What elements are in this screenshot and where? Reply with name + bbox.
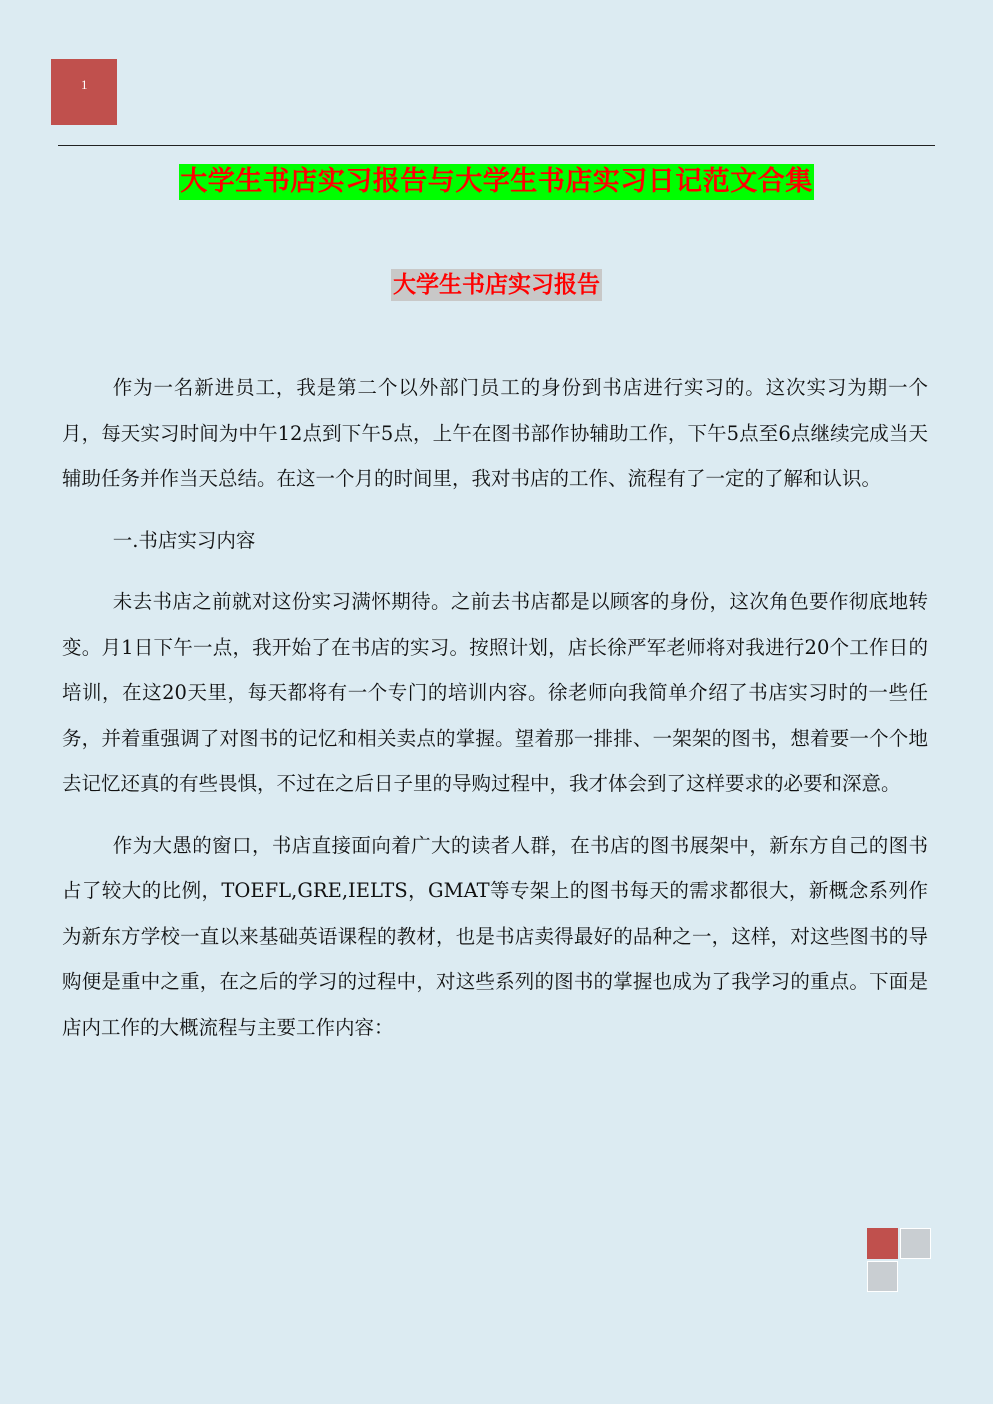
page-number-badge	[51, 59, 117, 125]
corner-square-gray	[867, 1261, 898, 1292]
subheading-internship-content: 一.书店实习内容	[112, 528, 256, 552]
paragraph-bookstore-window: 作为大愚的窗口，书店直接面向着广大的读者人群，在书店的图书展架中，新东方自己的图书占了较大的比例，TOEFL,GRE,IELTS，GMAT等专架上的图书每天的需求都很大，新概念系列作为新东方学校一直以来基础英语课程的教材，也是书店卖得最好的品种之一，这样，对这些图书的导购便是重中之重，在之后的学习的过程中，对这些系列的图书的掌握也成为了我学习的重点。下面是店内工作的大概流程与主要工作内容：	[62, 833, 928, 1039]
section-title-container	[0, 269, 993, 301]
document-title-container	[0, 164, 993, 200]
corner-decoration	[867, 1228, 933, 1294]
paragraph-intro: 作为一名新进员工，我是第二个以外部门员工的身份到书店进行实习的。这次实习为期一个月，每天实习时间为中午12点到下午5点，上午在图书部作协辅助工作，下午5点至6点继续完成当天辅助任务并作当天总结。在这一个月的时间里，我对书店的工作、流程有了一定的了解和认识。	[62, 376, 928, 490]
section-title: 大学生书店实习报告	[391, 269, 602, 301]
paragraph-expectation: 未去书店之前就对这份实习满怀期待。之前去书店都是以顾客的身份，这次角色要作彻底地转变。月1日下午一点，我开始了在书店的实习。按照计划，店长徐严军老师将对我进行20个工作日的培训，在这20天里，每天都将有一个专门的培训内容。徐老师向我简单介绍了书店实习时的一些任务，并着重强调了对图书的记忆和相关卖点的掌握。望着那一排排、一架架的图书，想着要一个个地去记忆还真的有些畏惧，不过在之后日子里的导购过程中，我才体会到了这样要求的必要和深意。	[62, 590, 928, 795]
page-number: 1	[81, 77, 88, 92]
document-title: 大学生书店实习报告与大学生书店实习日记范文合集	[179, 164, 814, 200]
document-body	[62, 365, 928, 1066]
header-divider	[58, 145, 935, 146]
corner-square-red	[867, 1228, 898, 1259]
corner-square-gray	[900, 1228, 931, 1259]
